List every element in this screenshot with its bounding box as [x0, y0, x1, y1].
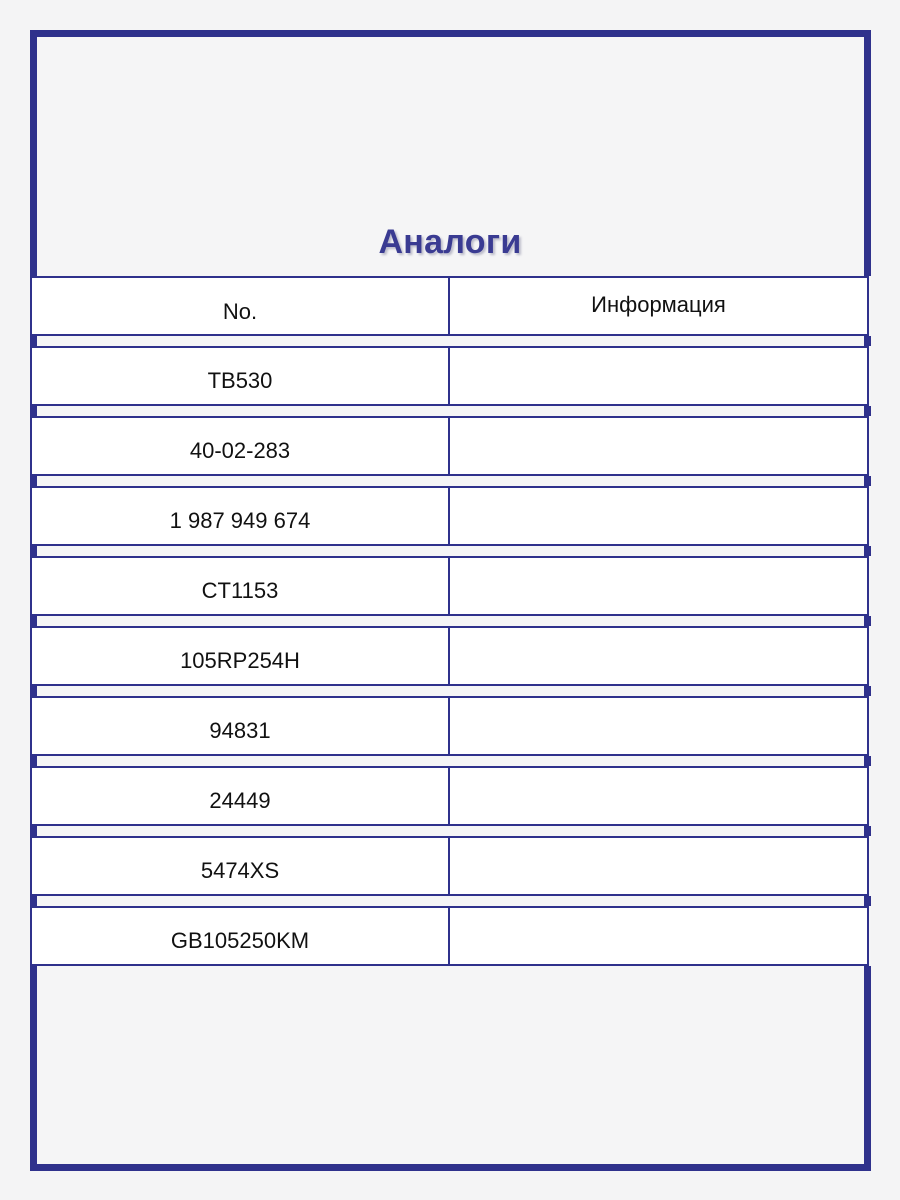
table-row	[30, 626, 871, 686]
table-row	[30, 906, 871, 966]
row-no-cell: 24449	[30, 766, 450, 826]
row-info-cell	[448, 836, 869, 896]
table-header-row	[30, 276, 871, 336]
row-info-cell	[448, 906, 869, 966]
table-row	[30, 346, 871, 406]
row-info-cell	[448, 766, 869, 826]
header-no: No.	[30, 276, 450, 336]
row-no-cell: CT1153	[30, 556, 450, 616]
row-no-cell: 40-02-283	[30, 416, 450, 476]
row-no-cell: 94831	[30, 696, 450, 756]
row-info-cell	[448, 346, 869, 406]
page-title: Аналоги	[378, 223, 522, 261]
row-info-cell	[448, 626, 869, 686]
header-info: Информация	[448, 276, 869, 336]
row-info-cell	[448, 556, 869, 616]
row-no-cell: GB105250KM	[30, 906, 450, 966]
row-no-cell: TB530	[30, 346, 450, 406]
row-no-cell: 5474XS	[30, 836, 450, 896]
table-row	[30, 556, 871, 616]
row-no-cell: 1 987 949 674	[30, 486, 450, 546]
table-row	[30, 416, 871, 476]
table-row	[30, 486, 871, 546]
row-info-cell	[448, 416, 869, 476]
row-info-cell	[448, 486, 869, 546]
table-row	[30, 696, 871, 756]
row-no-cell: 105RP254H	[30, 626, 450, 686]
table-row	[30, 766, 871, 826]
row-info-cell	[448, 696, 869, 756]
table-row	[30, 836, 871, 896]
